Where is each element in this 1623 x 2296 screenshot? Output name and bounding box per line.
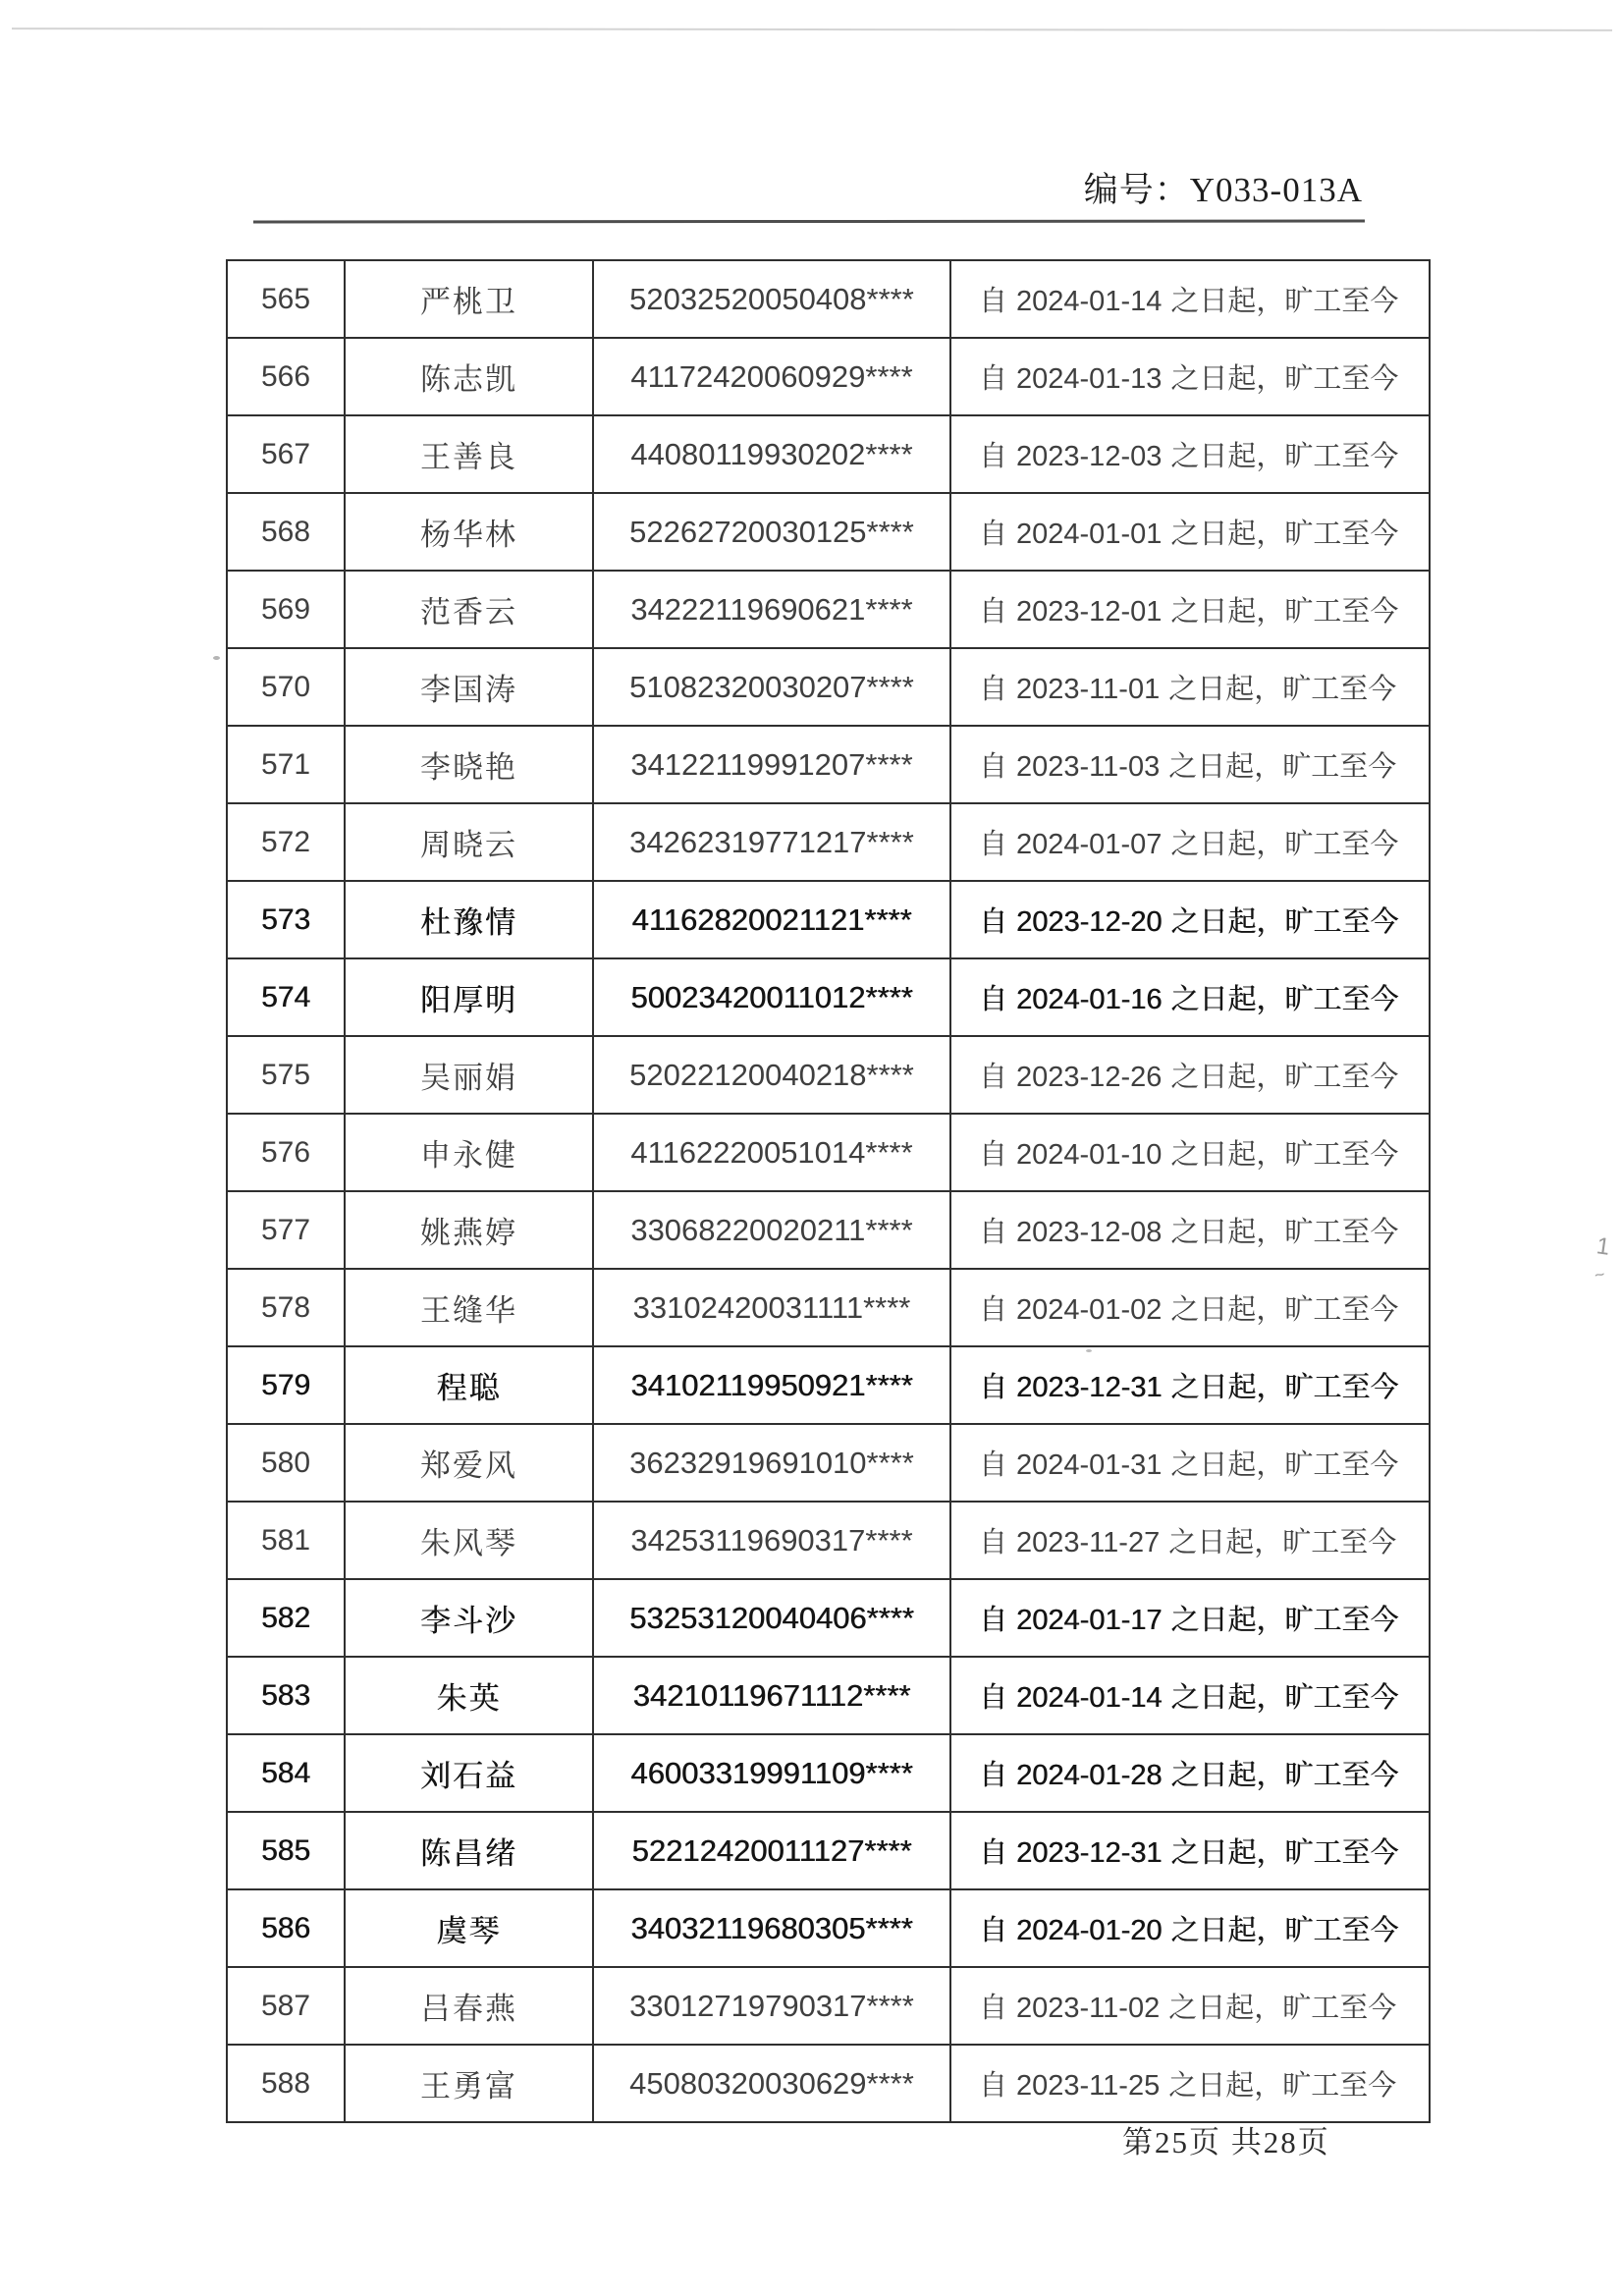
absence-statement-cell [950,1114,1430,1191]
absence-statement-cell [950,571,1430,648]
absence-statement-cell [950,493,1430,571]
absence-suffix: 之日起，旷工至今 [1170,596,1399,628]
table-row [227,1036,1430,1114]
table-row [227,881,1430,958]
id-number-cell: 46003319991109**** [593,1734,950,1812]
absence-suffix: 之日起，旷工至今 [1170,984,1399,1015]
absence-prefix: 自 [979,1217,1008,1248]
employee-name-cell: 杨华林 [345,493,593,571]
absence-suffix: 之日起，旷工至今 [1168,1527,1397,1558]
id-number-cell: 33068220020211**** [593,1191,950,1269]
table-row [227,415,1430,493]
employee-name-cell: 朱英 [345,1657,593,1734]
id-number-cell: 41162220051014**** [593,1114,950,1191]
id-number-cell: 44080119930202**** [593,415,950,493]
absence-prefix: 自 [979,1993,1008,2024]
absence-prefix: 自 [979,906,1008,938]
absence-prefix: 自 [979,751,1008,783]
absence-start-date: 2023-11-02 [1016,1993,1161,2024]
header-rule [253,220,1365,224]
table-row [227,1579,1430,1657]
absence-prefix: 自 [979,1527,1008,1558]
table-row [227,260,1430,338]
id-number-cell: 52022120040218**** [593,1036,950,1114]
absence-start-date: 2024-01-07 [1016,829,1163,860]
absence-prefix: 自 [979,1294,1008,1326]
absence-start-date: 2024-01-14 [1016,1682,1163,1714]
document-number: 编号：Y033-013A [1083,171,1363,209]
employee-name-cell: 姚燕婷 [345,1191,593,1269]
absence-statement-cell [950,1191,1430,1269]
absence-prefix: 自 [979,1760,1008,1791]
id-number-cell: 52262720030125**** [593,493,950,571]
absence-suffix: 之日起，旷工至今 [1170,363,1399,395]
id-number-cell: 52212420011127**** [593,1812,950,1889]
absence-prefix: 自 [979,363,1008,395]
row-number-cell: 576 [227,1114,345,1191]
id-number-cell: 34262319771217**** [593,803,950,881]
employee-name-cell: 严桃卫 [345,260,593,338]
id-number-cell: 34253119690317**** [593,1502,950,1579]
scan-artifact-dot [213,656,220,660]
absence-prefix: 自 [979,286,1008,317]
absence-prefix: 自 [979,2070,1008,2102]
absence-start-date: 2024-01-31 [1016,1449,1163,1481]
scan-artifact-dot [1086,1349,1092,1352]
row-number-cell: 572 [227,803,345,881]
absence-prefix: 自 [979,1139,1008,1171]
table-row [227,1889,1430,1967]
id-number-cell: 41162820021121**** [593,881,950,958]
employee-name-cell: 范香云 [345,571,593,648]
table-row [227,1191,1430,1269]
absence-statement-cell [950,2045,1430,2122]
employee-name-cell: 吕春燕 [345,1967,593,2045]
employee-name-cell: 陈昌绪 [345,1812,593,1889]
table-row [227,1967,1430,2045]
employee-name-cell: 程聪 [345,1346,593,1424]
absence-statement-cell [950,881,1430,958]
table-row [227,338,1430,415]
absence-prefix: 自 [979,441,1008,472]
employee-name-cell: 王缝华 [345,1269,593,1346]
row-number-cell: 583 [227,1657,345,1734]
employee-name-cell: 李国涛 [345,648,593,726]
absence-start-date: 2023-12-31 [1016,1372,1163,1403]
row-number-cell: 586 [227,1889,345,1967]
absence-suffix: 之日起，旷工至今 [1170,1449,1399,1481]
table-row [227,1657,1430,1734]
absence-suffix: 之日起，旷工至今 [1170,1837,1399,1869]
absence-suffix: 之日起，旷工至今 [1170,1062,1399,1093]
absence-suffix: 之日起，旷工至今 [1168,2070,1397,2102]
row-number-cell: 570 [227,648,345,726]
table-row [227,803,1430,881]
row-number-cell: 587 [227,1967,345,2045]
absence-statement-cell [950,1502,1430,1579]
row-number-cell: 579 [227,1346,345,1424]
employee-name-cell: 阳厚明 [345,958,593,1036]
employee-name-cell: 吴丽娟 [345,1036,593,1114]
table-row [227,1812,1430,1889]
absence-start-date: 2024-01-16 [1016,984,1163,1015]
absence-statement-cell [950,958,1430,1036]
employee-name-cell: 王善良 [345,415,593,493]
absence-start-date: 2023-11-03 [1016,751,1161,783]
id-number-cell: 34032119680305**** [593,1889,950,1967]
absence-start-date: 2023-12-26 [1016,1062,1163,1093]
row-number-cell: 588 [227,2045,345,2122]
absence-suffix: 之日起，旷工至今 [1168,751,1397,783]
absence-start-date: 2024-01-14 [1016,286,1163,317]
absence-start-date: 2023-11-25 [1016,2070,1161,2102]
row-number-cell: 569 [227,571,345,648]
employee-name-cell: 李晓艳 [345,726,593,803]
absence-suffix: 之日起，旷工至今 [1170,286,1399,317]
id-number-cell: 36232919691010**** [593,1424,950,1502]
row-number-cell: 574 [227,958,345,1036]
absence-statement-cell [950,1812,1430,1889]
employee-name-cell: 陈志凯 [345,338,593,415]
absence-start-date: 2024-01-28 [1016,1760,1163,1791]
absence-start-date: 2024-01-20 [1016,1915,1163,1946]
absence-statement-cell [950,260,1430,338]
absence-statement-cell [950,1889,1430,1967]
absence-start-date: 2023-12-03 [1016,441,1163,472]
id-number-cell: 53253120040406**** [593,1579,950,1657]
employee-name-cell: 王勇富 [345,2045,593,2122]
absence-statement-cell [950,1579,1430,1657]
absence-start-date: 2024-01-01 [1016,519,1163,550]
table-row [227,1114,1430,1191]
absence-start-date: 2024-01-17 [1016,1605,1163,1636]
table-row [227,648,1430,726]
absence-prefix: 自 [979,1449,1008,1481]
row-number-cell: 580 [227,1424,345,1502]
id-number-cell: 34102119950921**** [593,1346,950,1424]
absentee-roster-table [226,259,1431,2123]
row-number-cell: 567 [227,415,345,493]
absence-prefix: 自 [979,1837,1008,1869]
scan-artifact-top-line [12,27,1612,31]
row-number-cell: 566 [227,338,345,415]
absence-suffix: 之日起，旷工至今 [1170,1760,1399,1791]
table-body [227,260,1430,2122]
id-number-cell: 52032520050408**** [593,260,950,338]
scan-artifact-mark: 1 [1595,1232,1612,1261]
absence-suffix: 之日起，旷工至今 [1170,1139,1399,1171]
absence-statement-cell [950,1269,1430,1346]
absence-statement-cell [950,1734,1430,1812]
absence-prefix: 自 [979,984,1008,1015]
absence-prefix: 自 [979,829,1008,860]
table-row [227,1424,1430,1502]
absence-start-date: 2023-11-01 [1016,674,1161,705]
row-number-cell: 571 [227,726,345,803]
employee-name-cell: 朱风琴 [345,1502,593,1579]
table-row [227,1502,1430,1579]
absence-suffix: 之日起，旷工至今 [1168,674,1397,705]
absence-statement-cell [950,1657,1430,1734]
table-row [227,1269,1430,1346]
table-row [227,958,1430,1036]
absence-prefix: 自 [979,1062,1008,1093]
absence-suffix: 之日起，旷工至今 [1170,1372,1399,1403]
absence-prefix: 自 [979,1682,1008,1714]
table-row [227,1346,1430,1424]
absence-start-date: 2023-11-27 [1016,1527,1161,1558]
absence-suffix: 之日起，旷工至今 [1170,519,1399,550]
absence-prefix: 自 [979,596,1008,628]
row-number-cell: 584 [227,1734,345,1812]
table-row [227,571,1430,648]
row-number-cell: 581 [227,1502,345,1579]
row-number-cell: 573 [227,881,345,958]
table-row [227,1734,1430,1812]
row-number-cell: 578 [227,1269,345,1346]
id-number-cell: 33102420031111**** [593,1269,950,1346]
absence-prefix: 自 [979,1605,1008,1636]
absence-suffix: 之日起，旷工至今 [1170,1217,1399,1248]
absence-suffix: 之日起，旷工至今 [1170,906,1399,938]
employee-name-cell: 申永健 [345,1114,593,1191]
absence-suffix: 之日起，旷工至今 [1170,1294,1399,1326]
employee-name-cell: 杜豫情 [345,881,593,958]
row-number-cell: 585 [227,1812,345,1889]
row-number-cell: 577 [227,1191,345,1269]
absence-start-date: 2023-12-01 [1016,596,1163,628]
absence-start-date: 2024-01-02 [1016,1294,1163,1326]
absence-prefix: 自 [979,1372,1008,1403]
absence-statement-cell [950,726,1430,803]
absence-suffix: 之日起，旷工至今 [1170,441,1399,472]
absence-statement-cell [950,803,1430,881]
absence-statement-cell [950,338,1430,415]
absence-suffix: 之日起，旷工至今 [1170,829,1399,860]
absence-start-date: 2024-01-13 [1016,363,1163,395]
employee-name-cell: 虞琴 [345,1889,593,1967]
absence-suffix: 之日起，旷工至今 [1170,1682,1399,1714]
row-number-cell: 565 [227,260,345,338]
absence-start-date: 2023-12-08 [1016,1217,1163,1248]
absence-statement-cell [950,415,1430,493]
absence-prefix: 自 [979,674,1008,705]
row-number-cell: 575 [227,1036,345,1114]
absence-statement-cell [950,648,1430,726]
row-number-cell: 582 [227,1579,345,1657]
table-row [227,726,1430,803]
absence-suffix: 之日起，旷工至今 [1170,1915,1399,1946]
employee-name-cell: 郑爱风 [345,1424,593,1502]
id-number-cell: 41172420060929**** [593,338,950,415]
scan-artifact-mark: ~ [1592,1264,1607,1285]
page-number-footer: 第25页 共28页 [1122,2125,1330,2159]
id-number-cell: 34210119671112**** [593,1657,950,1734]
id-number-cell: 45080320030629**** [593,2045,950,2122]
id-number-cell: 50023420011012**** [593,958,950,1036]
absence-start-date: 2023-12-31 [1016,1837,1163,1869]
absence-statement-cell [950,1346,1430,1424]
absence-prefix: 自 [979,1915,1008,1946]
employee-name-cell: 刘石益 [345,1734,593,1812]
id-number-cell: 51082320030207**** [593,648,950,726]
absence-suffix: 之日起，旷工至今 [1170,1605,1399,1636]
absence-prefix: 自 [979,519,1008,550]
id-number-cell: 34122119991207**** [593,726,950,803]
absence-start-date: 2024-01-10 [1016,1139,1163,1171]
table-row [227,2045,1430,2122]
absence-suffix: 之日起，旷工至今 [1168,1993,1397,2024]
table-row [227,493,1430,571]
row-number-cell: 568 [227,493,345,571]
id-number-cell: 33012719790317**** [593,1967,950,2045]
absence-statement-cell [950,1424,1430,1502]
employee-name-cell: 周晓云 [345,803,593,881]
id-number-cell: 34222119690621**** [593,571,950,648]
employee-name-cell: 李斗沙 [345,1579,593,1657]
absence-start-date: 2023-12-20 [1016,906,1163,938]
absence-statement-cell [950,1967,1430,2045]
absence-statement-cell [950,1036,1430,1114]
